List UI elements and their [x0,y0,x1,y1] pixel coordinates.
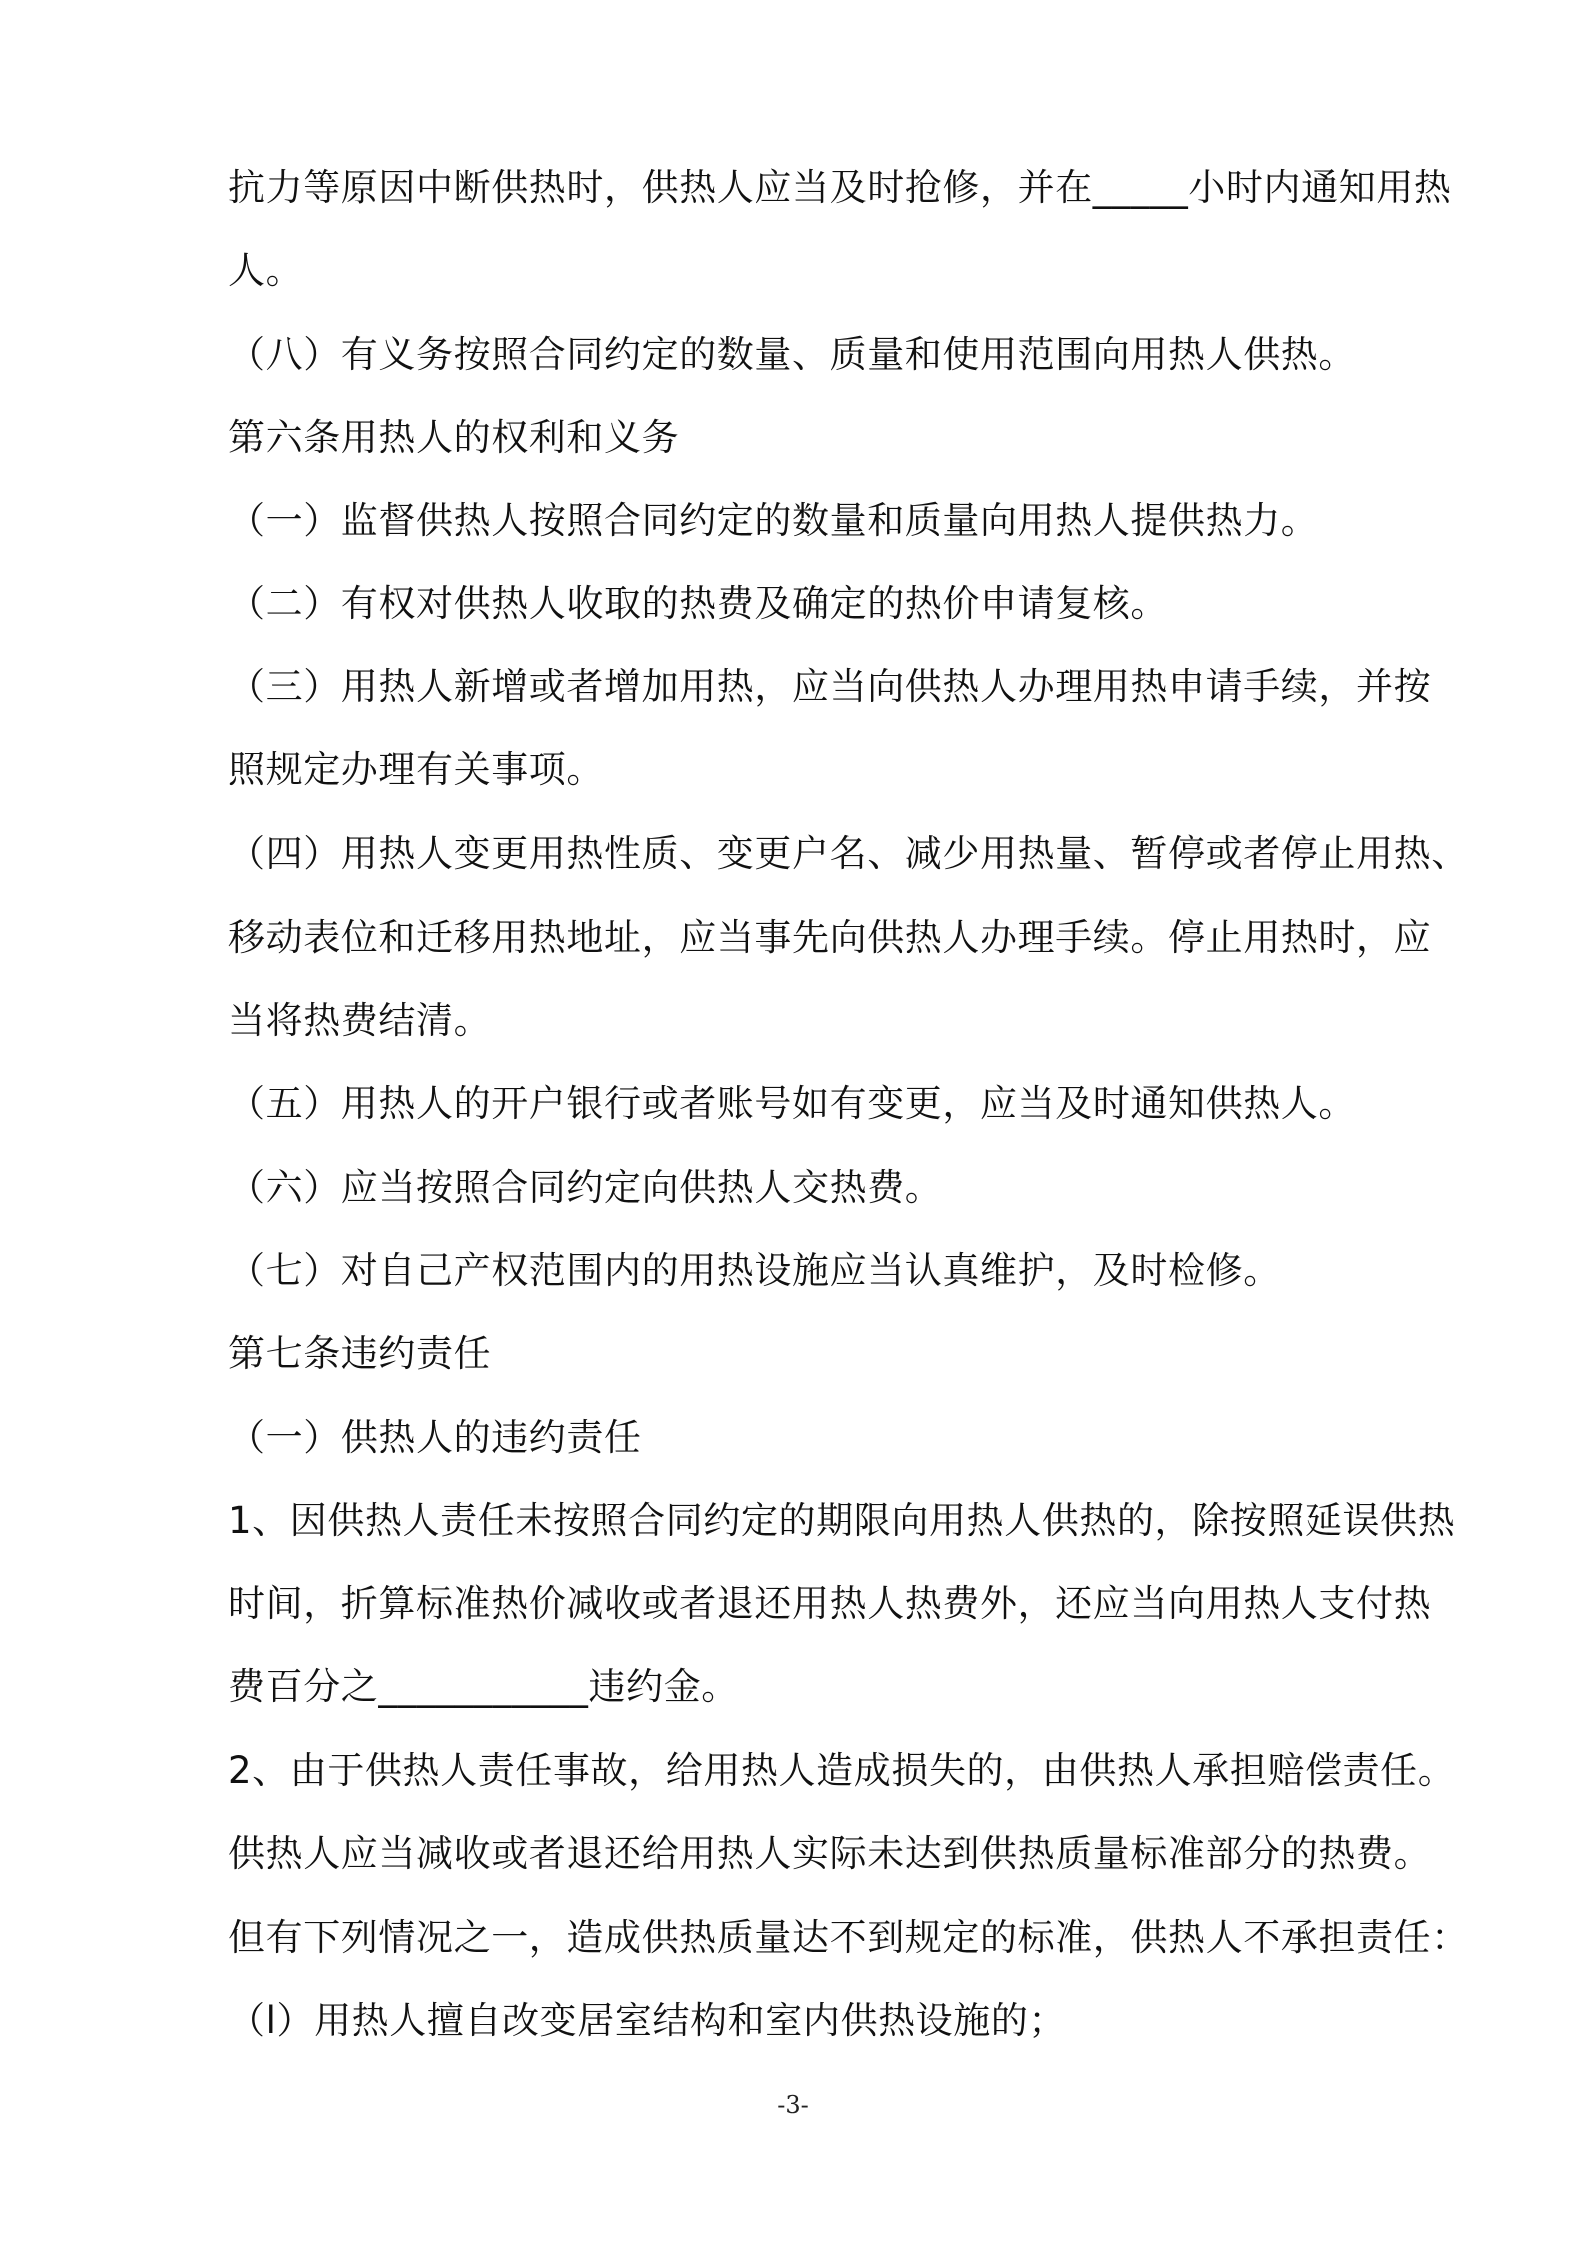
text-line: （一）监督供热人按照合同约定的数量和质量向用热人提供热力。 [228,499,1319,542]
text-line: 1、因供热人责任未按照合同约定的期限向用热人供热的，除按照延误供热 [228,1499,1456,1542]
text-line: 但有下列情况之一，造成供热质量达不到规定的标准，供热人不承担责任： [228,1916,1469,1959]
text-line: 人。 [228,249,304,292]
text-line: （六）应当按照合同约定向供热人交热费。 [228,1166,943,1209]
text-line: 当将热费结清。 [228,999,492,1042]
text-line: （八）有义务按照合同约定的数量、质量和使用范围向用热人供热。 [228,333,1356,376]
text-line: 时间，折算标准热价减收或者退还用热人热费外，还应当向用热人支付热 [228,1582,1432,1625]
text-line: （七）对自己产权范围内的用热设施应当认真维护，及时检修。 [228,1249,1281,1292]
text-line: 费百分之___________违约金。 [228,1665,739,1708]
text-line: （二）有权对供热人收取的热费及确定的热价申请复核。 [228,582,1168,625]
text-line: 供热人应当减收或者退还给用热人实际未达到供热质量标准部分的热费。 [228,1832,1432,1875]
section-heading: 第六条用热人的权利和义务 [228,416,680,459]
text-line: 抗力等原因中断供热时，供热人应当及时抢修，并在_____小时内通知用热 [228,166,1452,209]
text-line: （五）用热人的开户银行或者账号如有变更，应当及时通知供热人。 [228,1082,1356,1125]
text-line: 照规定办理有关事项。 [228,748,604,791]
text-line: （三）用热人新增或者增加用热，应当向供热人办理用热申请手续，并按 [228,665,1432,708]
text-line: （四）用热人变更用热性质、变更户名、减少用热量、暂停或者停止用热、 [228,832,1469,875]
section-heading: 第七条违约责任 [228,1332,492,1375]
text-line: 2、由于供热人责任事故，给用热人造成损失的，由供热人承担赔偿责任。 [228,1749,1456,1792]
page-number: -3- [777,2091,809,2119]
text-line: （l）用热人擅自改变居室结构和室内供热设施的； [228,1999,1067,2042]
text-line: 移动表位和迁移用热地址，应当事先向供热人办理手续。停止用热时，应 [228,916,1432,959]
text-line: （一）供热人的违约责任 [228,1416,642,1459]
